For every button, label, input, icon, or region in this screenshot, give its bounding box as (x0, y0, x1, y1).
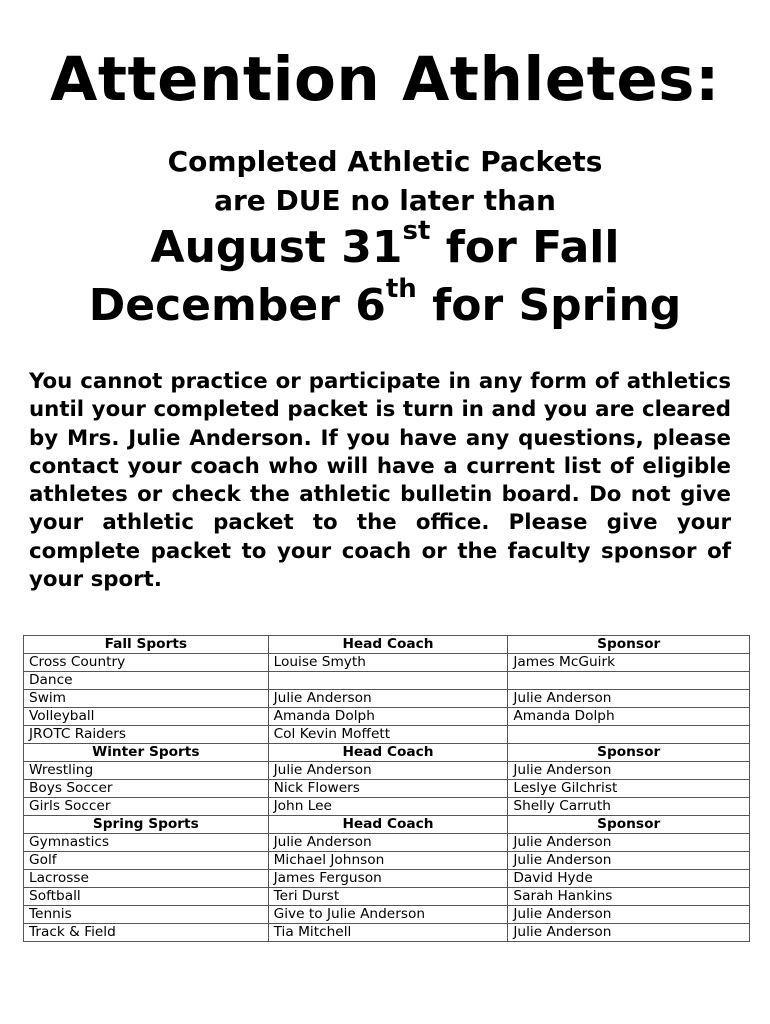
table-row (24, 726, 750, 744)
coach-cell: John Lee (268, 798, 508, 816)
sport-cell: Girls Soccer (24, 798, 269, 816)
sport-cell: Dance (24, 672, 269, 690)
coach-cell: Nick Flowers (268, 780, 508, 798)
sport-cell: Boys Soccer (24, 780, 269, 798)
column-header: Head Coach (268, 744, 508, 762)
table-row (24, 780, 750, 798)
sport-cell: Lacrosse (24, 870, 269, 888)
spring-label: for Spring (416, 280, 682, 331)
coach-cell: James Ferguson (268, 870, 508, 888)
sponsor-cell: Julie Anderson (508, 906, 750, 924)
table-row (24, 690, 750, 708)
sport-cell: Softball (24, 888, 269, 906)
sport-cell: Wrestling (24, 762, 269, 780)
coach-cell: Michael Johnson (268, 852, 508, 870)
sports-table (23, 635, 750, 942)
fall-date-suffix: st (402, 216, 431, 246)
column-header: Sponsor (508, 636, 750, 654)
sponsor-cell: Julie Anderson (508, 690, 750, 708)
column-header: Head Coach (268, 816, 508, 834)
table-row (24, 906, 750, 924)
spring-date-suffix: th (385, 274, 417, 304)
subtitle-line-1: Completed Athletic Packets (167, 145, 603, 178)
table-row (24, 870, 750, 888)
sponsor-cell: Julie Anderson (508, 834, 750, 852)
table-header-row (24, 816, 750, 834)
fall-deadline (0, 216, 770, 273)
column-header: Winter Sports (24, 744, 269, 762)
sport-cell: Tennis (24, 906, 269, 924)
sponsor-cell: James McGuirk (508, 654, 750, 672)
notice-paragraph: You cannot practice or participate in any form of athletics until your completed packet is turn in and you are cleared by Mrs. Julie Anderson. If you have any questions, please contact your coach who will have a current list of eligible athletes or check the athletic bulletin board. Do not give your athletic packet to the office. Please give your complete packet to your coach or the faculty sponsor of your sport. (29, 369, 731, 593)
column-header: Sponsor (508, 744, 750, 762)
coach-cell: Amanda Dolph (268, 708, 508, 726)
column-header: Spring Sports (24, 816, 269, 834)
table-row (24, 654, 750, 672)
sponsor-cell: Amanda Dolph (508, 708, 750, 726)
fall-date: August 31 (150, 222, 403, 273)
sponsor-cell: Julie Anderson (508, 852, 750, 870)
coach-cell: Julie Anderson (268, 762, 508, 780)
table-row (24, 924, 750, 942)
sport-cell: Golf (24, 852, 269, 870)
spring-deadline (0, 274, 770, 331)
table-row (24, 798, 750, 816)
sponsor-cell (508, 726, 750, 744)
column-header: Sponsor (508, 816, 750, 834)
sport-cell: Track & Field (24, 924, 269, 942)
coach-cell (268, 672, 508, 690)
sport-cell: Cross Country (24, 654, 269, 672)
sport-cell: Swim (24, 690, 269, 708)
fall-label: for Fall (430, 222, 620, 273)
sport-cell: Volleyball (24, 708, 269, 726)
coach-cell: Teri Durst (268, 888, 508, 906)
table-row (24, 762, 750, 780)
page-title: Attention Athletes: (50, 44, 720, 115)
column-header: Fall Sports (24, 636, 269, 654)
coach-cell: Tia Mitchell (268, 924, 508, 942)
sponsor-cell: Shelly Carruth (508, 798, 750, 816)
column-header: Head Coach (268, 636, 508, 654)
spring-date: December 6 (88, 280, 386, 331)
sponsor-cell: Julie Anderson (508, 762, 750, 780)
coach-cell: Louise Smyth (268, 654, 508, 672)
coach-cell: Col Kevin Moffett (268, 726, 508, 744)
sponsor-cell: Leslye Gilchrist (508, 780, 750, 798)
coach-cell: Give to Julie Anderson (268, 906, 508, 924)
sponsor-cell: David Hyde (508, 870, 750, 888)
table-row (24, 834, 750, 852)
table-row (24, 888, 750, 906)
sport-cell: Gymnastics (24, 834, 269, 852)
sponsor-cell (508, 672, 750, 690)
sport-cell: JROTC Raiders (24, 726, 269, 744)
table-row (24, 708, 750, 726)
coach-cell: Julie Anderson (268, 690, 508, 708)
subtitle-line-2: are DUE no later than (214, 184, 556, 217)
sponsor-cell: Sarah Hankins (508, 888, 750, 906)
table-row (24, 852, 750, 870)
table-row (24, 672, 750, 690)
sponsor-cell: Julie Anderson (508, 924, 750, 942)
table-header-row (24, 744, 750, 762)
coach-cell: Julie Anderson (268, 834, 508, 852)
table-header-row (24, 636, 750, 654)
